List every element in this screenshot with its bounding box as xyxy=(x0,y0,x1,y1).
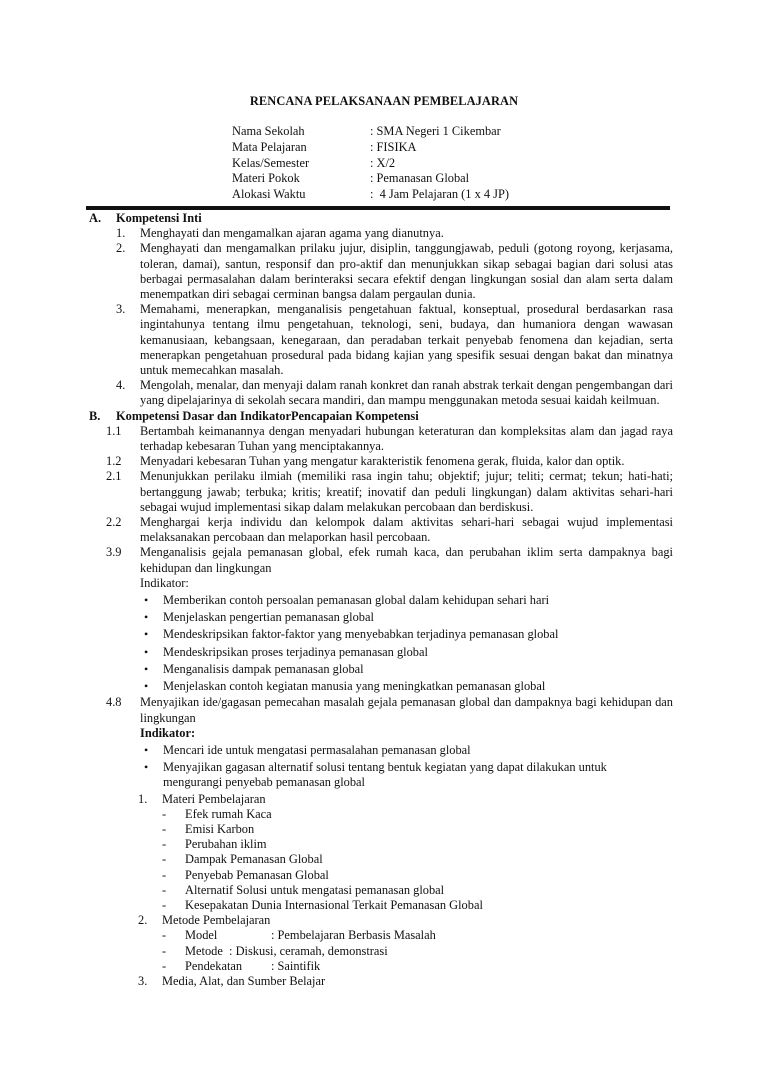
metode-text: Metode : Diskusi, ceramah, demonstrasi xyxy=(185,943,388,958)
materi-item xyxy=(0,852,768,867)
indicator-item xyxy=(0,662,768,677)
materi-text: Emisi Karbon xyxy=(185,821,255,836)
materi-item xyxy=(0,868,768,883)
list-item xyxy=(0,378,768,408)
item-number: 1. xyxy=(116,226,126,241)
subsection-metode xyxy=(0,913,768,928)
indicator-text: Menjelaskan contoh kegiatan manusia yang meningkatkan pemanasan global xyxy=(163,679,546,694)
materi-text: Penyebab Pemanasan Global xyxy=(185,867,329,882)
dash-marker: - xyxy=(162,837,167,852)
metode-value: : Saintifik xyxy=(271,958,321,973)
list-item xyxy=(0,469,768,515)
dash-marker: - xyxy=(162,806,167,821)
item-number: 1.1 xyxy=(106,423,122,438)
info-row-time xyxy=(232,187,509,203)
materi-item xyxy=(0,837,768,852)
materi-text: Efek rumah Kaca xyxy=(185,806,272,821)
bullet-marker: • xyxy=(144,661,149,676)
metode-label: Model xyxy=(185,928,218,943)
indicator-text: Mendeskripsikan faktor-faktor yang menyebabkan terjadinya pemanasan global xyxy=(163,627,559,642)
info-row-school xyxy=(232,124,509,140)
info-label: Alokasi Waktu xyxy=(232,187,306,202)
bullet-marker: • xyxy=(144,593,149,608)
dash-marker: - xyxy=(162,958,167,973)
dash-marker: - xyxy=(162,867,167,882)
materi-item xyxy=(0,822,768,837)
item-number: 2. xyxy=(116,241,126,256)
bullet-marker: • xyxy=(144,679,149,694)
indicator-item xyxy=(0,610,768,625)
item-number: 1. xyxy=(138,791,148,806)
list-item xyxy=(0,454,768,469)
indicator-text: Menganalisis dampak pemanasan global xyxy=(163,661,364,676)
info-row-subject xyxy=(232,140,509,156)
dash-marker: - xyxy=(162,821,167,836)
item-text: Mengolah, menalar, dan menyaji dalam ranah konkret dan ranah abstrak terkait dengan pengembangan dari yang dipelajarinya di sekolah secara mandiri, dan mampu menggunakan metoda sesuai kaidah keilmuan. xyxy=(140,378,673,408)
list-item xyxy=(0,241,768,302)
item-number: 3. xyxy=(138,973,148,988)
section-title: Kompetensi Inti xyxy=(116,211,202,225)
bullet-marker: • xyxy=(144,742,149,757)
materi-text: Dampak Pemanasan Global xyxy=(185,852,323,867)
subsection-title: Materi Pembelajaran xyxy=(162,791,266,806)
metode-item-model xyxy=(0,928,768,943)
bullet-marker: • xyxy=(144,760,149,775)
info-value: : Pemanasan Global xyxy=(370,171,470,186)
info-label: Materi Pokok xyxy=(232,171,300,186)
metode-value: : Pembelajaran Berbasis Masalah xyxy=(271,928,436,943)
item-text: Menghargai kerja individu dan kelompok dalam aktivitas sehari-hari sebagai wujud implementasi melaksanakan percobaan dan melaporkan hasil percobaan. xyxy=(140,515,673,545)
item-text: Menghayati dan mengamalkan ajaran agama yang dianutnya. xyxy=(140,226,444,241)
item-number: 2. xyxy=(138,913,148,928)
list-item xyxy=(0,545,768,575)
subsection-title: Metode Pembelajaran xyxy=(162,913,271,928)
header-divider xyxy=(86,206,670,210)
subsection-title: Media, Alat, dan Sumber Belajar xyxy=(162,973,326,988)
indicator-text: Mencari ide untuk mengatasi permasalahan pemanasan global xyxy=(163,742,471,757)
section-marker: A. xyxy=(89,211,102,225)
subsection-materi xyxy=(0,792,768,807)
list-item xyxy=(0,302,768,378)
item-number: 4. xyxy=(116,378,126,393)
metode-item-pendekatan xyxy=(0,959,768,974)
dash-marker: - xyxy=(162,852,167,867)
section-title: Kompetensi Dasar dan IndikatorPencapaian Kompetensi xyxy=(116,408,419,423)
list-item xyxy=(0,695,768,725)
indikator-label: Indikator: xyxy=(140,725,196,740)
dash-marker: - xyxy=(162,882,167,897)
info-value: : X/2 xyxy=(370,155,396,170)
section-marker: B. xyxy=(89,408,101,423)
document-title: RENCANA PELAKSANAAN PEMBELAJARAN xyxy=(249,94,519,108)
bullet-marker: • xyxy=(144,644,149,659)
item-text: Menganalisis gejala pemanasan global, efek rumah kaca, dan perubahan iklim serta dampaknya bagi kehidupan dan lingkungan xyxy=(140,545,673,575)
indicator-item xyxy=(0,760,768,790)
item-text: Bertambah keimanannya dengan menyadari hubungan keteraturan dan kompleksitas alam dan jagad raya terhadap kebesaran Tuhan yang menciptakannya. xyxy=(140,423,673,454)
materi-text: Alternatif Solusi untuk mengatasi pemanasan global xyxy=(185,882,445,897)
info-label: Mata Pelajaran xyxy=(232,139,307,154)
list-item xyxy=(0,424,768,454)
indicator-item xyxy=(0,627,768,642)
item-number: 4.8 xyxy=(106,695,122,710)
dash-marker: - xyxy=(162,943,167,958)
item-number: 3.9 xyxy=(106,545,122,560)
item-text: Menyajikan ide/gagasan pemecahan masalah gejala pemanasan global dan dampaknya bagi kehidupan dan lingkungan xyxy=(140,695,673,725)
info-label: Kelas/Semester xyxy=(232,155,310,170)
info-row-topic xyxy=(232,171,509,187)
item-number: 1.2 xyxy=(106,454,122,469)
list-item xyxy=(0,226,768,241)
item-text: Menyadari kebesaran Tuhan yang mengatur karakteristik fenomena gerak, fluida, kalor dan optik. xyxy=(140,454,625,469)
list-item xyxy=(0,515,768,545)
bullet-marker: • xyxy=(144,627,149,642)
dash-marker: - xyxy=(162,897,167,912)
indicator-text: Memberikan contoh persoalan pemanasan global dalam kehidupan sehari hari xyxy=(163,593,550,608)
section-heading-a xyxy=(0,211,768,226)
indikator-label: Indikator: xyxy=(140,575,189,590)
dash-marker: - xyxy=(162,928,167,943)
bullet-marker: • xyxy=(144,610,149,625)
info-value: : SMA Negeri 1 Cikembar xyxy=(370,124,501,138)
materi-item xyxy=(0,898,768,913)
section-heading-b xyxy=(0,409,768,424)
indicator-item xyxy=(0,743,768,758)
item-text: Memahami, menerapkan, menganalisis pengetahuan faktual, konseptual, prosedural berdasarkan rasa ingintahunya tentang ilmu pengetahuan, teknologi, seni, budaya, dan humaniora dengan wawasan kemanusiaan, kebangsaan, kenegaraan, dan peradaban terkait penyebab fenomena dan kejadian, serta menerapkan pengetahuan prosedural pada bidang kajian yang spesifik sesuai dengan bakat dan minatnya untuk memecahkan masalah. xyxy=(140,302,673,378)
identity-block xyxy=(232,124,509,203)
materi-text: Kesepakatan Dunia Internasional Terkait Pemanasan Global xyxy=(185,897,483,912)
item-number: 3. xyxy=(116,302,126,317)
item-text: Menghayati dan mengamalkan prilaku jujur, disiplin, tanggungjawab, peduli (gotong royong, kerjasama, toleran, damai), santun, responsif dan pro-aktif dan menunjukkan sikap sebagai bagian dari solusi atas berbagai permasalahan dalam berinteraksi secara efektif dengan lingkungan sosial dan alam serta dalam menempatkan diri sebagai cerminan bangsa dalam pergaulan dunia. xyxy=(140,241,673,302)
metode-item-metode xyxy=(0,944,768,959)
document-body xyxy=(0,211,768,989)
indicator-text: Mendeskripsikan proses terjadinya pemanasan global xyxy=(163,644,428,659)
item-number: 2.1 xyxy=(106,469,122,484)
info-value: : FISIKA xyxy=(370,139,417,154)
info-row-class xyxy=(232,156,509,172)
metode-label: Pendekatan xyxy=(185,958,243,973)
info-label: Nama Sekolah xyxy=(232,124,305,138)
materi-item xyxy=(0,883,768,898)
subsection-media xyxy=(0,974,768,989)
indicator-item xyxy=(0,679,768,694)
materi-item xyxy=(0,807,768,822)
item-text: Menunjukkan perilaku ilmiah (memiliki rasa ingin tahu; objektif; jujur; teliti; cermat; tekun; hati-hati; bertanggung jawab; terbuka; kritis; kreatif; inovatif dan peduli lingkungan) dalam aktivitas sehari-hari sebagai wujud implementasi sikap dalam melakukan percobaan dan berdiskusi. xyxy=(140,469,673,514)
indicator-item xyxy=(0,645,768,660)
indicator-text: Menjelaskan pengertian pemanasan global xyxy=(163,610,374,625)
info-value: : 4 Jam Pelajaran (1 x 4 JP) xyxy=(370,187,510,202)
item-number: 2.2 xyxy=(106,515,122,530)
indicator-text: Menyajikan gagasan alternatif solusi tentang bentuk kegiatan yang dapat dilakukan untuk mengurangi penyebab pemanasan global xyxy=(163,760,607,790)
indicator-item xyxy=(0,593,768,608)
materi-text: Perubahan iklim xyxy=(185,837,267,852)
